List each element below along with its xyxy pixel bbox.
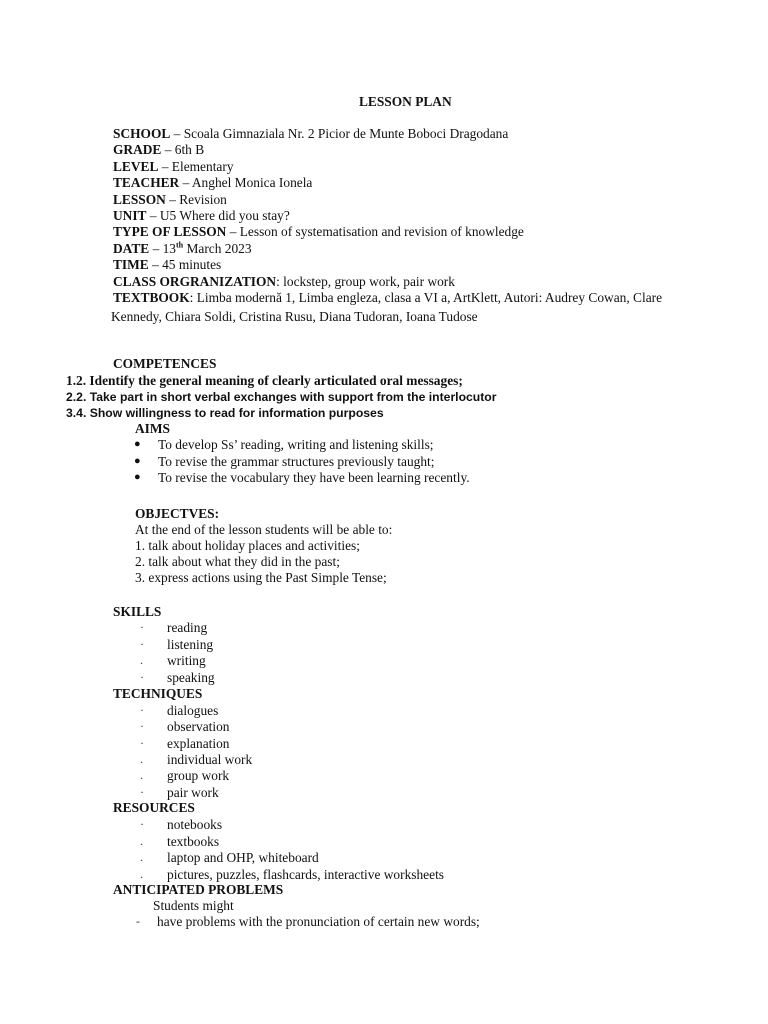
objective-item: 2. talk about what they did in the past; — [135, 554, 340, 569]
list-item: pair work — [167, 785, 219, 800]
field-label: SCHOOL — [113, 126, 171, 141]
objective-item: 3. express actions using the Past Simple Tense; — [135, 570, 387, 585]
list-marker: · — [140, 670, 144, 684]
list-item: dialogues — [167, 703, 219, 718]
field-value: 6th B — [174, 142, 205, 157]
page-title: LESSON PLAN — [359, 94, 452, 109]
list-item: group work — [167, 768, 230, 783]
field-label: TIME — [113, 257, 149, 272]
list-item: speaking — [167, 670, 215, 685]
field-separator: – — [158, 159, 172, 174]
bullet-icon: ● — [134, 438, 141, 450]
field-value: March 2023 — [183, 241, 252, 256]
techniques-heading: TECHNIQUES — [113, 686, 203, 701]
field-separator: – — [179, 175, 192, 190]
field-value: U5 Where did you stay? — [159, 208, 290, 223]
field-separator: – — [165, 192, 180, 207]
header-field — [113, 241, 252, 257]
aim-item: To revise the grammar structures previously taught; — [158, 453, 435, 469]
list-item: laptop and OHP, whiteboard — [167, 850, 319, 865]
aim-item: To revise the vocabulary they have been learning recently. — [158, 470, 470, 485]
list-item: observation — [167, 719, 230, 734]
field-label: TEACHER — [113, 175, 180, 190]
list-item: textbooks — [167, 834, 220, 849]
list-marker: · — [140, 719, 144, 733]
field-value: Elementary — [171, 159, 234, 174]
field-value: lockstep, group work, pair work — [283, 274, 455, 289]
field-value: Scoala Gimnaziala Nr. 2 Picior de Munte Boboci Dragodana — [183, 126, 509, 141]
field-value: Anghel Monica Ionela — [191, 175, 313, 190]
list-marker: · — [140, 817, 144, 831]
field-value: Revision — [179, 192, 227, 207]
list-marker: . — [140, 768, 143, 782]
field-label: GRADE — [113, 142, 162, 157]
field-separator: – — [149, 241, 163, 256]
field-separator: – — [148, 257, 163, 272]
list-marker: - — [136, 914, 140, 928]
field-value: 45 minutes — [162, 257, 222, 272]
field-label: TEXTBOOK — [113, 290, 190, 305]
header-field — [113, 159, 234, 175]
objectives-intro: At the end of the lesson students will be able to: — [135, 522, 393, 537]
list-marker: . — [140, 867, 143, 881]
header-field — [113, 224, 524, 240]
field-separator: : — [276, 274, 284, 289]
list-marker: · — [140, 736, 144, 750]
field-label: LEVEL — [113, 159, 159, 174]
field-value-pre: 13 — [162, 241, 176, 256]
list-item: have problems with the pronunciation of certain new words; — [157, 914, 480, 929]
header-field — [113, 192, 227, 208]
anticipated-problems-intro: Students might — [153, 898, 234, 913]
list-marker: . — [140, 850, 143, 864]
field-separator: – — [170, 126, 184, 141]
header-field — [113, 208, 290, 224]
field-value-sup: th — [176, 240, 184, 250]
list-item: reading — [167, 620, 208, 635]
list-item: explanation — [167, 736, 230, 751]
list-item: writing — [167, 653, 206, 668]
header-field — [113, 257, 221, 273]
textbook-continuation: Kennedy, Chiara Soldi, Cristina Rusu, Diana Tudoran, Ioana Tudose — [111, 309, 478, 324]
objectives-heading: OBJECTVES: — [135, 506, 220, 521]
header-field — [113, 142, 204, 158]
skills-heading: SKILLS — [113, 604, 162, 619]
field-value: Lesson of systematisation and revision of knowledge — [239, 224, 524, 239]
list-marker: · — [140, 785, 144, 799]
list-marker: · — [140, 703, 144, 717]
header-field — [113, 290, 662, 306]
objective-item: 1. talk about holiday places and activities; — [135, 538, 360, 553]
aims-heading: AIMS — [135, 421, 170, 436]
anticipated-problems-heading: ANTICIPATED PROBLEMS — [113, 882, 284, 897]
bullet-icon: ● — [134, 454, 141, 467]
field-label: CLASS ORGRANIZATION — [113, 274, 277, 289]
competences-heading: COMPETENCES — [113, 356, 217, 371]
header-field — [113, 126, 508, 142]
bullet-icon: ● — [134, 471, 141, 483]
field-separator: : — [189, 290, 197, 305]
header-field — [113, 175, 312, 191]
field-value: Limba modernă 1, Limba engleza, clasa a VI a, ArtKlett, Autori: Audrey Cowan, Clare — [196, 290, 663, 305]
resources-heading: RESOURCES — [113, 800, 195, 815]
list-marker: · — [140, 620, 144, 634]
list-marker: · — [140, 637, 144, 651]
competence-item: 2.2. Take part in short verbal exchanges with support from the interlocutor — [66, 390, 497, 404]
field-separator: – — [226, 224, 240, 239]
header-field — [113, 274, 455, 290]
competence-item: 1.2. Identify the general meaning of clearly articulated oral messages; — [66, 373, 463, 388]
list-marker: . — [140, 834, 143, 848]
competence-item: 3.4. Show willingness to read for information purposes — [66, 406, 384, 420]
list-item: individual work — [167, 752, 253, 767]
list-item: notebooks — [167, 817, 223, 832]
field-label: DATE — [113, 241, 150, 256]
aim-item: To develop Ss’ reading, writing and listening skills; — [158, 437, 434, 452]
list-marker: . — [140, 653, 143, 667]
list-marker: . — [140, 752, 143, 766]
list-item: listening — [167, 637, 214, 652]
field-separator: – — [146, 208, 160, 223]
field-separator: – — [161, 142, 175, 157]
field-label: LESSON — [113, 192, 166, 207]
list-item: pictures, puzzles, flashcards, interactive worksheets — [167, 867, 445, 882]
field-label: TYPE OF LESSON — [113, 224, 227, 239]
field-label: UNIT — [113, 208, 147, 223]
